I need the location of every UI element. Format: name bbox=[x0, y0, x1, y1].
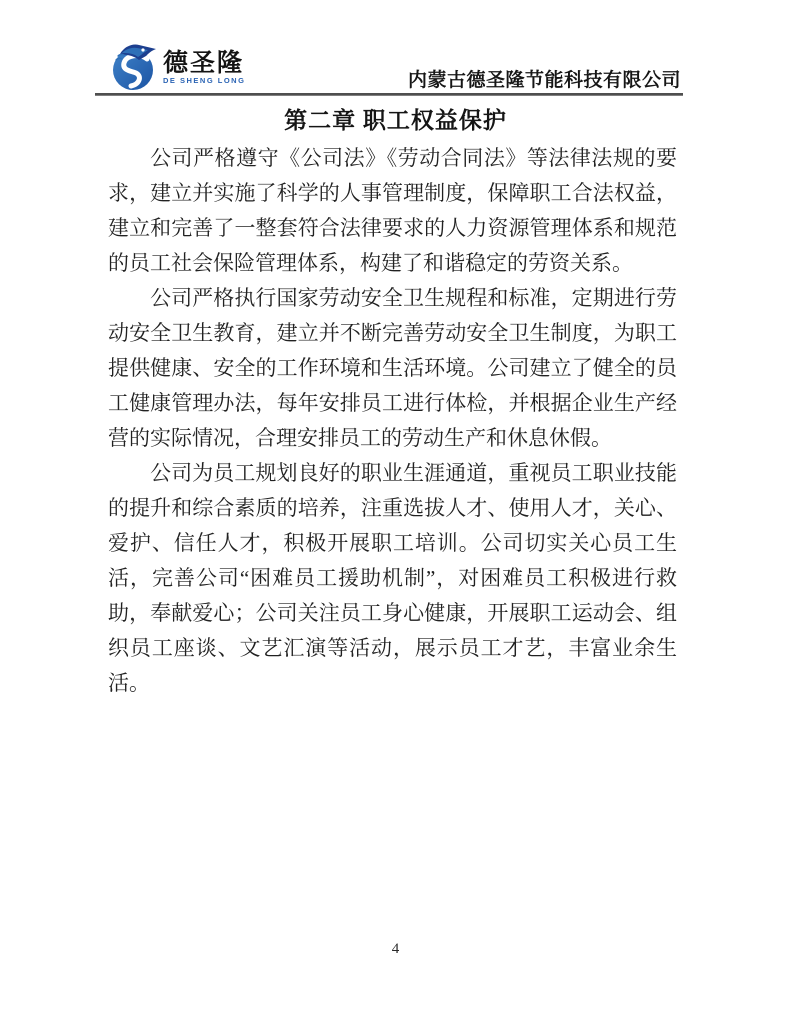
dragon-s-logo-icon bbox=[110, 42, 158, 92]
body-paragraph-2: 公司严格执行国家劳动安全卫生规程和标准，定期进行劳动安全卫生教育，建立并不断完善劳动安全卫生制度，为职工提供健康、安全的工作环境和生活环境。公司建立了健全的员工健康管理办法，每年安排员工进行体检，并根据企业生产经营的实际情况，合理安排员工的劳动生产和休息休假。 bbox=[108, 286, 677, 450]
header-divider bbox=[95, 93, 683, 96]
body-paragraph-3: 公司为员工规划良好的职业生涯通道，重视员工职业技能的提升和综合素质的培养，注重选拔人才、使用人才，关心、爱护、信任人才，积极开展职工培训。公司切实关心员工生活，完善公司“困难员工援助机制”，对困难员工积极进行救助，奉献爱心；公司关注员工身心健康，开展职工运动会、组织员工座谈、文艺汇演等活动，展示员工才艺，丰富业余生活。 bbox=[108, 461, 677, 695]
body-paragraph-1: 公司严格遵守《公司法》《劳动合同法》等法律法规的要求，建立并实施了科学的人事管理制度，保障职工合法权益，建立和完善了一整套符合法律要求的人力资源管理体系和规范的员工社会保险管理体系，构建了和谐稳定的劳资关系。 bbox=[108, 146, 677, 275]
logo-name-cn: 德圣隆 bbox=[163, 48, 245, 77]
company-name: 内蒙古德圣隆节能科技有限公司 bbox=[407, 70, 681, 91]
page-number: 4 bbox=[391, 941, 400, 957]
chapter-title: 第二章 职工权益保护 bbox=[284, 108, 507, 133]
company-logo bbox=[110, 42, 245, 92]
logo-text bbox=[163, 50, 245, 85]
logo-name-en: DE SHENG LONG bbox=[163, 75, 246, 85]
document-body bbox=[108, 141, 677, 701]
